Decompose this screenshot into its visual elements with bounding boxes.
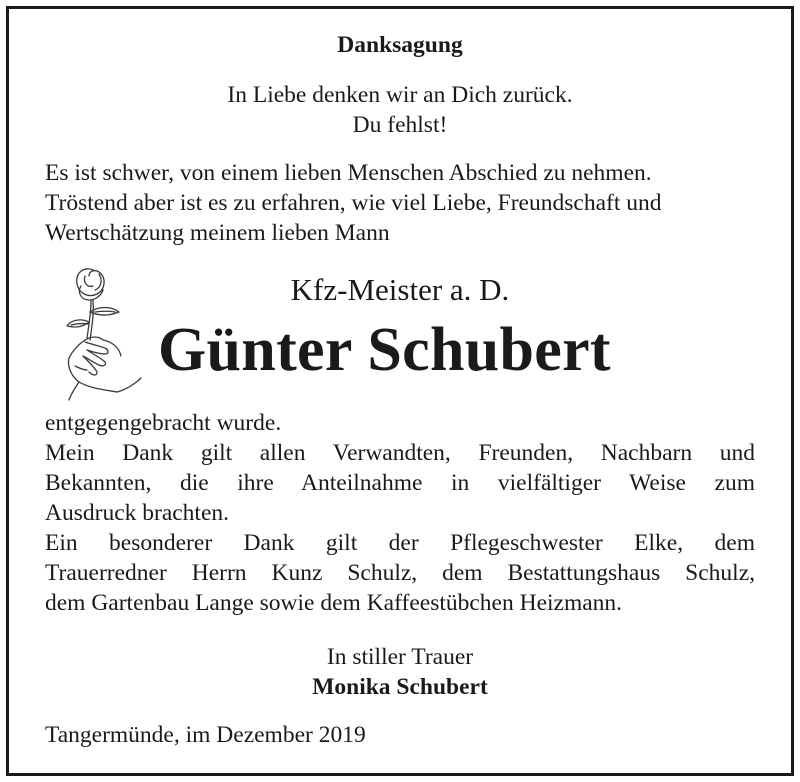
intro-line: In Liebe denken wir an Dich zurück.: [227, 82, 573, 108]
closing-phrase: In stiller Trauer: [326, 644, 474, 670]
paragraph-line: Es ist schwer, von einem lieben Menschen Abschied zu nehmen.: [45, 160, 652, 186]
heading: Danksagung: [337, 32, 463, 58]
place-date: Tangermünde, im Dezember 2019: [45, 722, 366, 748]
paragraph-line: Ein besonderer Dank gilt der Pflegeschwester Elke, dem: [45, 530, 755, 556]
deceased-title: Kfz-Meister a. D.: [290, 272, 510, 307]
paragraph-line: Ausdruck brachten.: [45, 500, 230, 526]
deceased-name: Günter Schubert: [158, 316, 611, 384]
paragraph-line: Mein Dank gilt allen Verwandten, Freunden, Nachbarn und: [45, 440, 755, 466]
signer-name: Monika Schubert: [312, 674, 488, 700]
paragraph-line: Wertschätzung meinem lieben Mann: [45, 220, 390, 246]
paragraph-line: dem Gartenbau Lange sowie dem Kaffeestübchen Heizmann.: [45, 590, 623, 616]
paragraph-line: Tröstend aber ist es zu erfahren, wie viel Liebe, Freundschaft und: [45, 190, 662, 216]
intro-line: Du fehlst!: [352, 112, 448, 138]
gratitude-paragraph: [45, 408, 755, 618]
paragraph-line: Bekannten, die ihre Anteilnahme in vielfältiger Weise zum: [45, 470, 755, 496]
thanks-paragraph: [45, 158, 755, 248]
paragraph-line: entgegengebracht wurde.: [45, 410, 282, 436]
paragraph-line: Trauerredner Herrn Kunz Schulz, dem Bestattungshaus Schulz,: [45, 560, 755, 586]
